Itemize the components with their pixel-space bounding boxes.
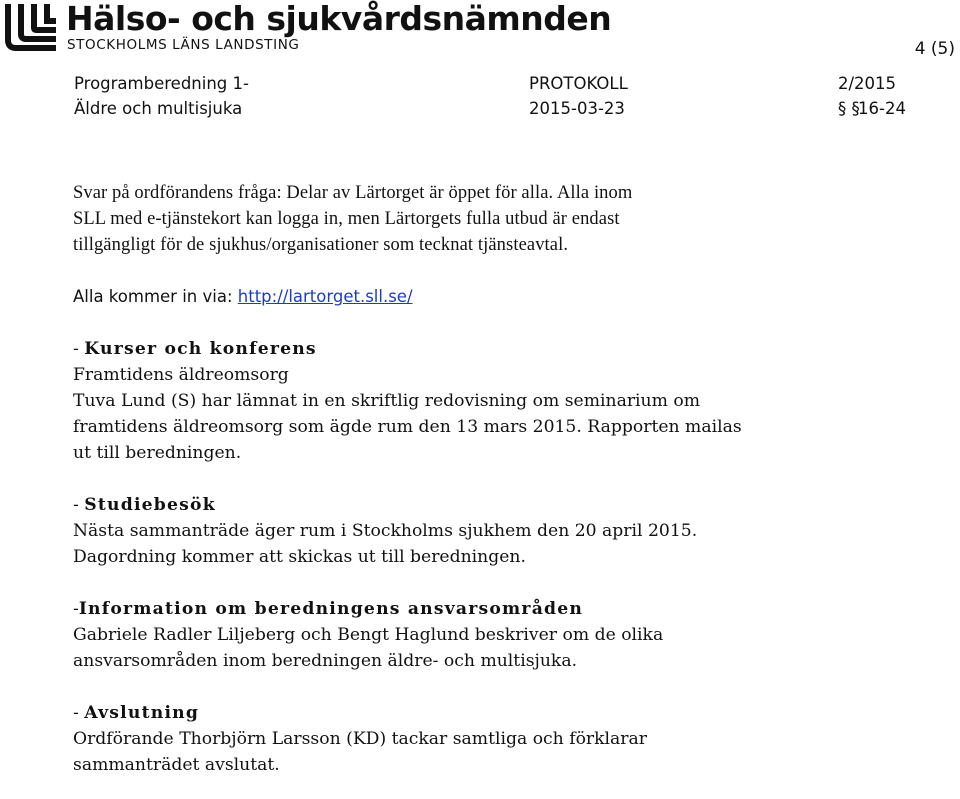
section-line: Dagordning kommer att skickas ut till beredningen. — [73, 547, 526, 567]
answer-line: SLL med e-tjänstekort kan logga in, men Lärtorgets fulla utbud är endast — [73, 209, 620, 229]
paragraph-symbol: § § — [838, 99, 860, 118]
sll-logo — [4, 0, 612, 56]
section-line: ut till beredningen. — [73, 443, 242, 463]
section-line: Ordförande Thorbjörn Larsson (KD) tackar samtliga och förklarar — [73, 729, 647, 749]
document-type: PROTOKOLL — [529, 74, 628, 93]
answer-line: tillgängligt för de sjukhus/organisationer som tecknat tjänsteavtal. — [73, 235, 569, 255]
section-line: ansvarsområden inom beredningen äldre- och multisjuka. — [73, 651, 578, 671]
section-title: Information om beredningens ansvarsområden — [78, 599, 584, 619]
committee-subtitle: Äldre och multisjuka — [74, 99, 243, 118]
section-dash: - — [73, 339, 85, 359]
committee-name: Programberedning 1- — [74, 74, 249, 93]
access-label: Alla kommer in via: — [73, 287, 238, 306]
section-line: framtidens äldreomsorg som ägde rum den 13 mars 2015. Rapporten mailas — [73, 417, 742, 437]
section-title: Kurser och konferens — [84, 339, 317, 359]
organization-subtitle: STOCKHOLMS LÄNS LANDSTING — [67, 37, 300, 53]
section-line: Gabriele Radler Liljeberg och Bengt Haglund beskriver om de olika — [73, 625, 664, 645]
section-line: Framtidens äldreomsorg — [73, 365, 289, 385]
document-date: 2015-03-23 — [529, 99, 625, 118]
section-line: sammanträdet avslutat. — [73, 755, 280, 775]
sll-logo-mark-icon — [4, 2, 60, 52]
minutes-body — [73, 180, 933, 778]
answer-line: Svar på ordförandens fråga: Delar av Lärtorget är öppet för alla. Alla inom — [73, 183, 633, 203]
section-heading-studiebesok — [73, 492, 933, 518]
section-line: Tuva Lund (S) har lämnat in en skriftlig redovisning om seminarium om — [73, 391, 701, 411]
organization-name: Hälso- och sjukvårdsnämnden — [66, 0, 612, 38]
section-title: Avslutning — [84, 703, 200, 723]
section-line: Nästa sammanträde äger rum i Stockholms sjukhem den 20 april 2015. — [73, 521, 698, 541]
lartorget-link[interactable]: http://lartorget.sll.se/ — [237, 287, 413, 306]
section-heading-avslutning — [73, 700, 933, 726]
section-dash: - — [73, 495, 85, 515]
paragraph-range: 16-24 — [858, 99, 906, 118]
paragraph-reference — [838, 99, 906, 118]
section-heading-kurser — [73, 336, 933, 362]
section-dash: - — [73, 599, 79, 619]
section-heading-information — [73, 596, 933, 622]
page-number: 4 (5) — [914, 39, 955, 59]
section-title: Studiebesök — [84, 495, 216, 515]
section-dash: - — [73, 703, 85, 723]
document-number: 2/2015 — [838, 74, 897, 93]
access-line — [73, 284, 933, 310]
